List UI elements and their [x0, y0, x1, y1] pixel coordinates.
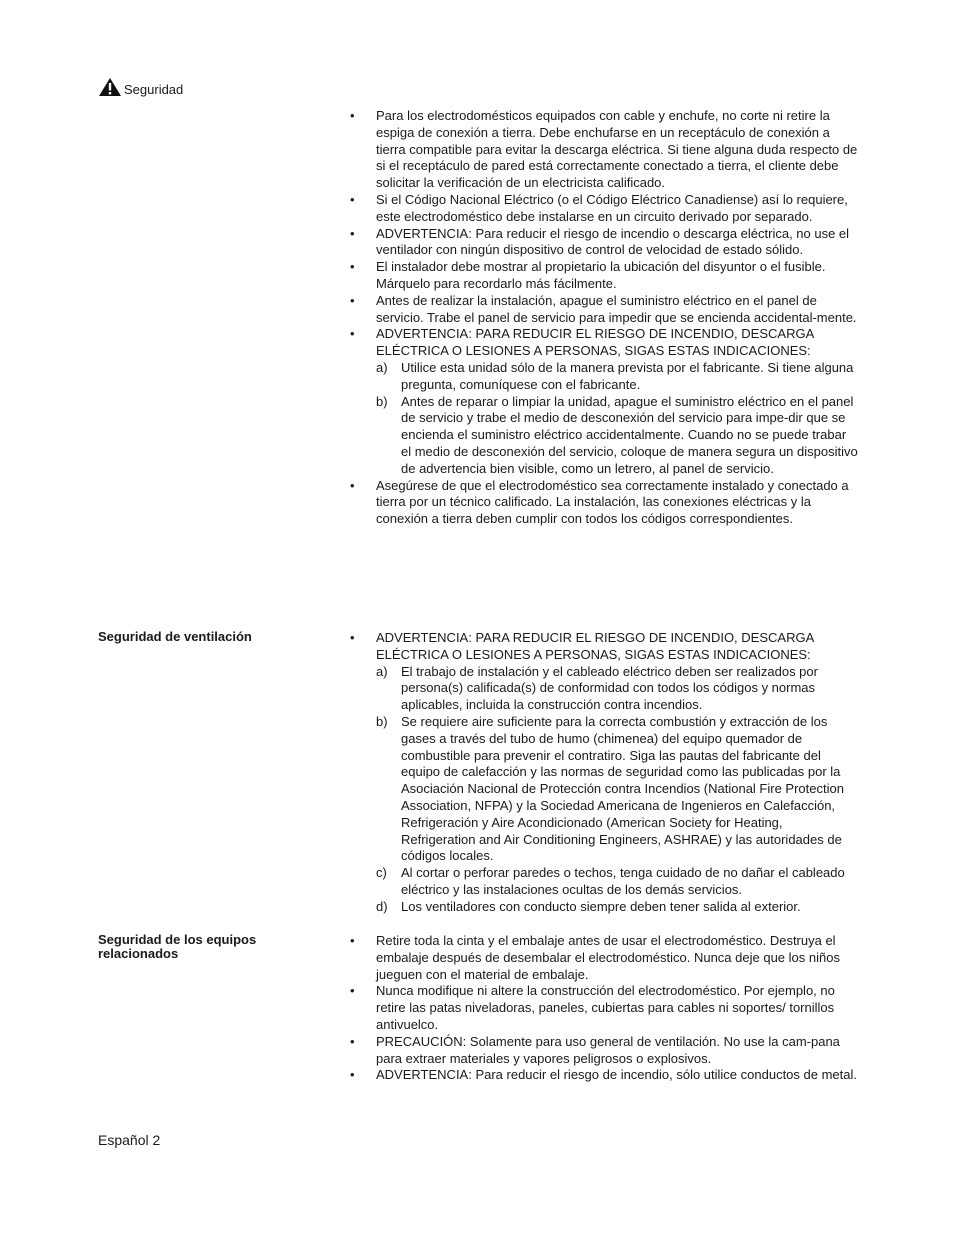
list-item: • Para los electrodomésticos equipados con cable y enchufe, no corte ni retire la espiga de conexión a tierra. Debe enchufarse en un receptáculo de conexión a tierra compatible para evitar la descarga eléctrica. Si tiene alguna duda respecto de si el receptáculo de pared está correctamente conectado a tierra, el cliente debe solicitar la verificación de un electricista calificado. [348, 108, 858, 192]
list-item: • Si el Código Nacional Eléctrico (o el Código Eléctrico Canadiense) así lo requiere, este electrodoméstico debe instalarse en un circuito derivado por separado. [348, 192, 858, 226]
sub-item-label: d) [376, 898, 388, 914]
page-number: Español 2 [98, 1132, 161, 1148]
sub-list-item: c) Al cortar o perforar paredes o techos, tenga cuidado de no dañar el cableado eléctrico y las instalaciones ocultas de los demás servicios. [376, 865, 845, 897]
list-item: • PRECAUCIÓN: Solamente para uso general de ventilación. No use la cam-pana para extraer materiales y vapores peligrosos o explosivos. [348, 1034, 858, 1068]
sub-list-item: d) Los ventiladores con conducto siempre deben tener salida al exterior. [376, 898, 801, 914]
list-item: • Nunca modifique ni altere la construcción del electrodoméstico. Por ejemplo, no retire las patas niveladoras, paneles, cubiertas para cables ni soportes/ tornillos antivuelco. [348, 983, 858, 1033]
sub-item-label: b) [376, 393, 388, 409]
sub-item-label: a) [376, 663, 388, 679]
warning-triangle-icon [98, 77, 122, 97]
header-label: Seguridad [124, 82, 184, 97]
list-item: • Asegúrese de que el electrodoméstico sea correctamente instalado y conectado a tierra por un técnico calificado. La instalación, las conexiones eléctricas y la conexión a tierra deben cumplir con todos los códigos correspondientes. [348, 478, 858, 528]
list-item: • ADVERTENCIA: PARA REDUCIR EL RIESGO DE INCENDIO, DESCARGA ELÉCTRICA O LESIONES A PERSONAS, SIGAS ESTAS INDICACIONES: a) El trabajo de instalación y el cableado eléctrico deben ser realizados por persona(s) calificada(s) de conformidad con todos los códigos y normas aplicables, incluida la construcción contra incendios. b) Se requiere aire suficiente para la correcta combustión y extracción de los gases a través del tubo de humo (chimenea) del equipo quemador de combustible para prevenir el contratiro. Siga las pautas del fabricante del equipo de calefacción y las normas de seguridad como las publicadas por la Asociación Nacional de Protección contra Incendios (National Fire Protection Association, NFPA) y la Sociedad Americana de Ingenieros en Calefacción, Refrigeración y Aire Acondicionado (American Society for Heating, Refrigeration and Air Conditioning Engineers, ASHRAE) y las autoridades de códigos locales. c) Al cortar o perforar paredes o techos, tenga cuidado de no dañar el cableado eléctrico y las instalaciones ocultas de los demás servicios. d) Los ventiladores con conducto siempre deben tener salida al exterior. [348, 630, 858, 916]
list-item: • Retire toda la cinta y el embalaje antes de usar el electrodoméstico. Destruya el embalaje después de desembalar el electrodoméstico. Nunca deje que los niños jueguen con el material de embalaje. [348, 933, 858, 983]
sub-list-item: a) Utilice esta unidad sólo de la manera prevista por el fabricante. Si tiene alguna pregunta, comuníquese con el fabricante. [376, 359, 854, 392]
section-title: Seguridad de los equipos relacionados [98, 932, 257, 961]
list-item: • ADVERTENCIA: Para reducir el riesgo de incendio o descarga eléctrica, no use el ventilador con ningún dispositivo de control de velocidad de estado sólido. [348, 226, 858, 260]
bullet-list [348, 108, 858, 528]
section-title: Seguridad de ventilación [98, 629, 252, 644]
sub-list-item: b) Antes de reparar o limpiar la unidad, apague el suministro eléctrico en el panel de servicio y trabe el medio de desconexión del servicio para impe-dir que se encienda el suministro eléctrico accidentalmente. Cuando no se puede trabar el medio de desconexión del servicio, coloque de manera segura un dispositivo de advertencia bien visible, como un letrero, al panel de servicio. [376, 393, 858, 476]
list-item: • Antes de realizar la instalación, apague el suministro eléctrico en el panel de servicio. Trabe el panel de servicio para impedir que se encienda accidental-mente. [348, 293, 858, 327]
sub-list-item: a) El trabajo de instalación y el cableado eléctrico deben ser realizados por persona(s) calificada(s) de conformidad con todos los códigos y normas aplicables, incluida la construcción contra incendios. [376, 663, 818, 713]
sub-list [376, 664, 858, 916]
list-item: • ADVERTENCIA: PARA REDUCIR EL RIESGO DE INCENDIO, DESCARGA ELÉCTRICA O LESIONES A PERSONAS, SIGAS ESTAS INDICACIONES: a) Utilice esta unidad sólo de la manera prevista por el fabricante. Si tiene alguna pregunta, comuníquese con el fabricante. b) Antes de reparar o limpiar la unidad, apague el suministro eléctrico en el panel de servicio y trabe el medio de desconexión del servicio para impe-dir que se encienda el suministro eléctrico accidentalmente. Cuando no se puede trabar el medio de desconexión del servicio, coloque de manera segura un dispositivo de advertencia bien visible, como un letrero, al panel de servicio. [348, 326, 858, 477]
sub-list-item: b) Se requiere aire suficiente para la correcta combustión y extracción de los gases a través del tubo de humo (chimenea) del equipo quemador de combustible para prevenir el contratiro. Siga las pautas del fabricante del equipo de calefacción y las normas de seguridad como las publicadas por la Asociación Nacional de Protección contra Incendios (National Fire Protection Association, NFPA) y la Sociedad Americana de Ingenieros en Calefacción, Refrigeración y Aire Acondicionado (American Society for Heating, Refrigeration and Air Conditioning Engineers, ASHRAE) y las autoridades de códigos locales. [376, 713, 844, 864]
sub-item-label: b) [376, 713, 388, 729]
sub-item-label: a) [376, 359, 388, 375]
list-item: • El instalador debe mostrar al propietario la ubicación del disyuntor o el fusible. Márquelo para recordarlo más fácilmente. [348, 259, 858, 293]
sub-list [376, 360, 858, 478]
bullet-list [348, 933, 858, 1084]
bullet-list [348, 630, 858, 916]
list-item: • ADVERTENCIA: Para reducir el riesgo de incendio, sólo utilice conductos de metal. [348, 1067, 858, 1084]
sub-item-label: c) [376, 865, 387, 881]
page-header [98, 77, 183, 97]
